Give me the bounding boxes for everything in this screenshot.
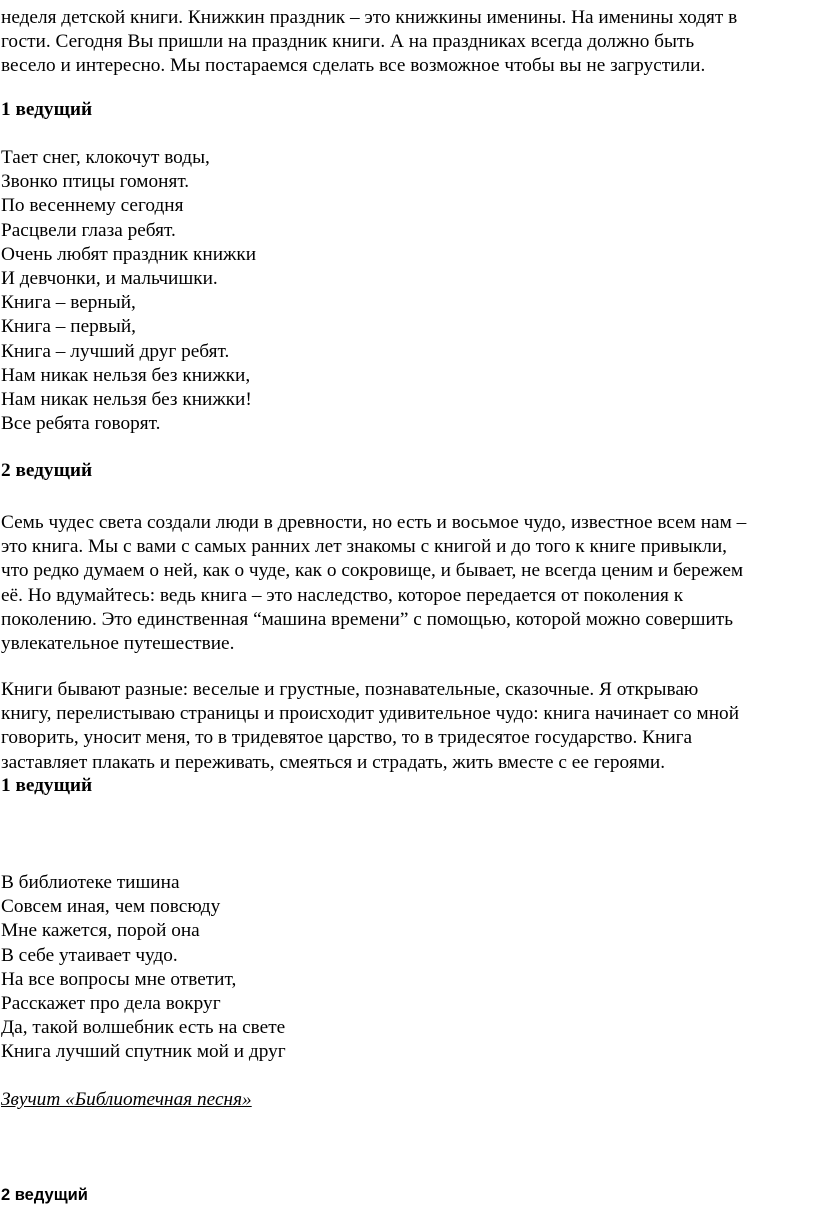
poem-line: Очень любят праздник книжки: [1, 243, 257, 265]
text-line: поколению. Это единственная “машина времени” с помощью, которой можно совершить: [1, 608, 733, 630]
poem-stanza: [1, 871, 812, 1065]
text-line: Книги бывают разные: веселые и грустные, познавательные, сказочные. Я открываю: [1, 679, 699, 700]
intro-paragraph: [1, 6, 812, 79]
poem-line: Книга лучший спутник мой и друг: [1, 1041, 286, 1063]
poem-line: Книга – первый,: [1, 316, 136, 338]
poem-line: Да, такой волшебник есть на свете: [1, 1017, 286, 1039]
text-line: весело и интересно. Мы постараемся сделать все возможное чтобы вы не загрустили.: [1, 55, 706, 77]
poem-line: В себе утаивает чудо.: [1, 944, 178, 966]
poem-line: Нам никак нельзя без книжки!: [1, 388, 252, 410]
poem-line: Тает снег, клокочут воды,: [1, 147, 210, 168]
section-heading: 2 ведущий: [1, 460, 93, 481]
text-line: неделя детской книги. Книжкин праздник – это книжкины именины. На именины ходят в: [1, 7, 738, 28]
poem-line: Мне кажется, порой она: [1, 920, 200, 942]
poem-line: Все ребята говорят.: [1, 413, 161, 435]
poem-line: На все вопросы мне ответит,: [1, 968, 237, 990]
poem-line: Совсем иная, чем повсюду: [1, 896, 221, 918]
section-heading: 1 ведущий: [1, 775, 93, 796]
text-line: заставляет плакать и переживать, смеяться и страдать, жить вместе с ее героями.: [1, 751, 666, 773]
poem-line: В библиотеке тишина: [1, 872, 180, 893]
body-paragraph: [1, 511, 812, 656]
text-line: книгу, перелистываю страницы и происходит удивительное чудо: книга начинает со мной: [1, 703, 740, 725]
section-heading: 1 ведущий: [1, 99, 93, 120]
poem-line: Звонко птицы гомонят.: [1, 171, 190, 193]
poem-line: Нам никак нельзя без книжки,: [1, 364, 251, 386]
poem-line: По весеннему сегодня: [1, 195, 184, 217]
text-line: увлекательное путешествие.: [1, 632, 235, 654]
text-line: говорить, уносит меня, то в тридевятое царство, то в тридесятое государство. Книга: [1, 727, 693, 749]
section-heading: 2 ведущий: [1, 1186, 88, 1204]
poem-line: Расскажет про дела вокруг: [1, 992, 221, 1014]
text-line: Семь чудес света создали люди в древности, но есть и восьмое чудо, известное всем нам –: [1, 512, 747, 533]
poem-stanza: [1, 146, 812, 436]
poem-line: Книга – верный,: [1, 292, 136, 314]
poem-line: И девчонки, и мальчишки.: [1, 267, 218, 289]
text-line: что редко думаем о ней, как о чуде, как о сокровище, и бывает, не всегда ценим и бережем: [1, 560, 744, 582]
text-line: гости. Сегодня Вы пришли на праздник книги. А на праздниках всегда должно быть: [1, 31, 695, 53]
body-paragraph: [1, 678, 812, 775]
poem-line: Расцвели глаза ребят.: [1, 219, 176, 241]
text-line: её. Но вдумайтесь: ведь книга – это наследство, которое передается от поколения к: [1, 584, 684, 606]
poem-line: Книга – лучший друг ребят.: [1, 340, 230, 362]
text-line: это книга. Мы с вами с самых ранних лет знакомы с книгой и до того к книге привыкли,: [1, 536, 727, 558]
stage-note: Звучит «Библиотечная песня»: [1, 1089, 252, 1110]
